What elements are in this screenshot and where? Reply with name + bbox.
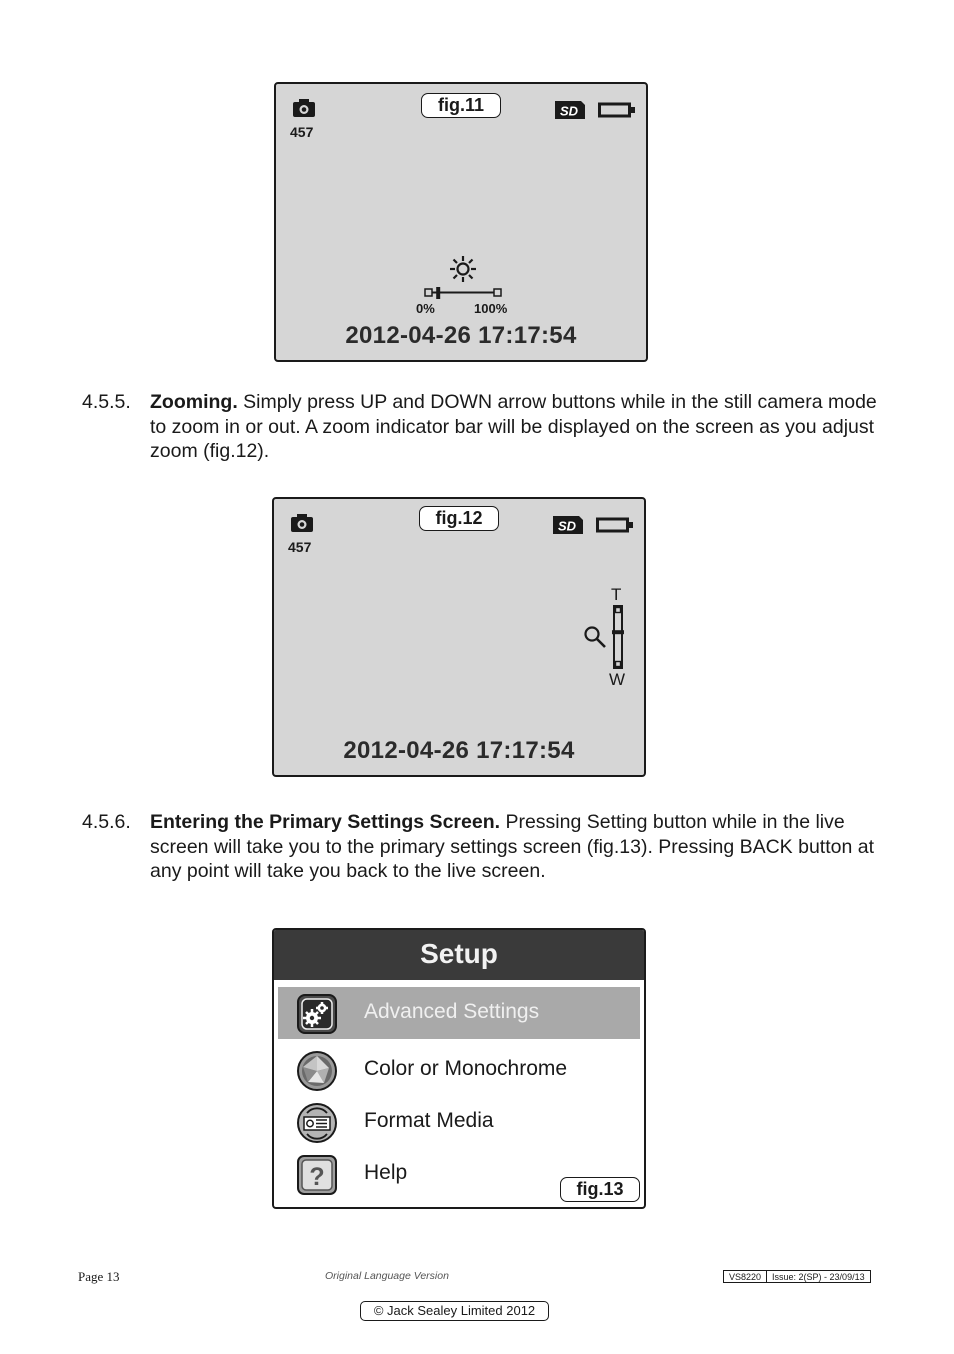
zoom-wide-label: W (609, 670, 626, 689)
menu-item-label: Help (364, 1161, 408, 1184)
sd-card-icon (552, 515, 584, 535)
setup-title: Setup (274, 930, 644, 980)
copyright-notice: © Jack Sealey Limited 2012 (360, 1301, 549, 1321)
zoom-bar (611, 605, 625, 669)
svg-text:SD: SD (557, 518, 577, 534)
help-icon (296, 1154, 338, 1196)
fig11-label: fig.11 (421, 93, 501, 118)
menu-item-label: Advanced Settings (364, 1000, 540, 1023)
format-media-icon (296, 1102, 338, 1144)
svg-text:SD: SD (559, 103, 579, 119)
section-4-5-6 (82, 810, 882, 884)
brightness-icon (449, 255, 477, 283)
brightness-min-label: 0% (416, 301, 435, 316)
setup-menu-screen (272, 928, 646, 1209)
battery-icon (598, 102, 636, 118)
datetime-display: 2012-04-26 17:17:54 (343, 737, 575, 764)
battery-icon (596, 517, 634, 533)
menu-item-color-or-monochrome[interactable] (278, 1044, 640, 1096)
sd-card-icon (554, 100, 586, 120)
issue-info: Issue: 2(SP) - 23/09/13 (766, 1271, 870, 1282)
camera-icon (290, 513, 314, 533)
menu-item-label: Format Media (364, 1109, 494, 1132)
section-body: Simply press UP and DOWN arrow buttons while in the still camera mode to zoom in or out. A zoom indicator bar will be displayed on the screen as you adjust zoom (fig.12). (150, 391, 877, 462)
photo-count: 457 (290, 124, 314, 140)
fig12-label: fig.12 (419, 506, 499, 531)
section-4-5-5 (82, 390, 882, 464)
brightness-thumb (436, 287, 440, 299)
menu-item-advanced-settings[interactable] (278, 987, 640, 1039)
section-number: 4.5.6. (82, 811, 131, 833)
fig11-screen (274, 82, 648, 362)
menu-item-label: Color or Monochrome (364, 1057, 568, 1080)
magnifier-icon (583, 625, 607, 649)
model-number: VS8220 (729, 1272, 762, 1282)
section-body: Pressing Setting button while in the live screen will take you to the primary settings screen (fig.13). Pressing BACK button at any point will take you back to the live screen. (150, 811, 874, 882)
photo-count: 457 (288, 539, 312, 555)
section-heading: Entering the Primary Settings Screen. (150, 811, 501, 833)
page-number: Page 13 (78, 1269, 120, 1284)
brightness-max-label: 100% (474, 301, 508, 316)
document-info (723, 1270, 871, 1283)
language-note: Original Language Version (325, 1270, 449, 1282)
fig13-label: fig.13 (560, 1177, 640, 1202)
color-mode-icon (296, 1050, 338, 1092)
section-number: 4.5.5. (82, 391, 131, 413)
datetime-display: 2012-04-26 17:17:54 (345, 322, 577, 349)
zoom-tele-label: T (611, 585, 622, 604)
fig12-screen (272, 497, 646, 777)
camera-icon (292, 98, 316, 118)
section-heading: Zooming. (150, 391, 238, 413)
gears-icon (296, 993, 338, 1035)
zoom-thumb (612, 630, 624, 634)
brightness-slider (424, 286, 502, 300)
svg-text:?: ? (309, 1163, 325, 1191)
menu-item-format-media[interactable] (278, 1096, 640, 1148)
